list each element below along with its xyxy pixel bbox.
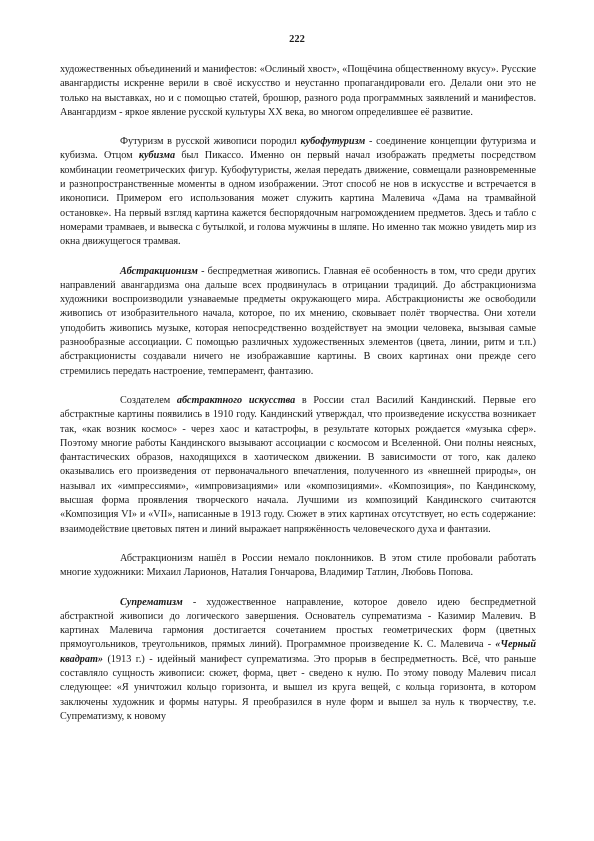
paragraph-abstractionism [60,265,536,379]
term-highlight: абстрактного искусства [176,394,296,406]
term-highlight: кубизма [138,150,176,162]
text-run: был Пикассо. Именно он первый начал изображать предметы посредством комбинации геометрических фигур. Кубофутуристы, желая передать движение, совмещали разновременные и разнопространственные моменты в одном изображении. Этот способ не нов в искусстве и встречается в иконописи. Примером его использования может служить картина Малевича «Дама на трамвайной остановке». На первый взгляд картина кажется беспорядочным нагромождением предметов. Здесь и табло с номерами трамваев, и вывеска с бутылкой, и голова мужчины в шляпе. Но именно так можно увидеть мир из окна движущегося трамвая. [60,150,536,248]
text-run: - художественное направление, которое довело идею беспредметной абстрактной живописи до логического завершения. Основатель супрематизма - Казимир Малевич. В картинах Малевича гармония достигается сочетанием простых геометрических форм (цветных прямоугольников, треугольников, прямых линий). Программное произведение К. С. Малевича - [60,596,536,651]
paragraph-avant-garde [60,63,536,120]
text-run: Создателем [120,394,177,406]
page-number: 222 [289,34,305,45]
term-highlight: «Черный квадрат» [60,639,536,665]
text-run: Футуризм в русской живописи породил [120,136,301,148]
text-run: - беспредметная живопись. Главная её особенность в том, что среди других направлений авангардизма она дальше всех продвинулась в отрицании традиций. До абстракционизма художники воспроизводили узнаваемые предметы окружающего мира. Абстракционисты же освободили живопись от изобразительного начала, которое, по их мнению, сковывает полёт творчества. Они хотели уподобить живопись музыке, которая непосредственно воздействует на эмоции человека, вызывая самые разнообразные ассоциации. С помощью различных художественных элементов (цвета, линии, ритм и т.п.) абстракционисты создавали ничего не изображавшие картины. В своих картинах они прежде сего стремились передать настроение, темперамент, фантазию. [60,265,536,377]
paragraph-cubofuturism [60,135,536,249]
text-run: в России стал Василий Кандинский. Первые его абстрактные картины появились в 1910 году. Кандинский утверждал, что произведение искусства возникает так, «как возник космос» - через хаос и катастрофы, в результате которых рождается «музыка сфер». Поэтому многие работы Кандинского вызывают ассоциации с космосом и Вселенной. Они полны неясных, фантастических образов, находящихся в хаотическом движении. В зависимости от того, как далеко оказывались его произведения от первоначального впечатления, полученного из «внешней природы», он называл их «импрессиями», «импровизациями» или «композициями». «Композиция», по Кандинскому, высшая форма проявления творческого начала. Лучшими из композиций Кандинского считаются «Композиция VI» и «VII», написанные в 1913 году. Сюжет в этих картинах отсутствует, но есть содержание: взаимодействие цветовых пятен и линий выражает напряжённость человеческого духа и фантазии. [60,394,536,535]
paragraph-suprematism [60,596,536,725]
text-run: художественных объединений и манифестов: «Ослиный хвост», «Пощёчина общественному вкусу». Русские авангардисты искренне верили в своё искусство и неустанно пропагандировали его. Делали они это не только на выставках, но и с помощью статей, брошюр, разного рода программных заявлений и манифестов. Авангардизм - яркое явление русской культуры XX века, во многом определившее её развитие. [60,64,536,118]
text-run: (1913 г.) - идейный манифест супрематизма. Это прорыв в беспредметность. Всё, что раньше составляло сущность живописи: сюжет, форма, цвет - сведено к нулю. По этому поводу Малевич писал следующее: «Я уничтожил кольцо горизонта, и вышел из круга вещей, с кольца горизонта, в котором заключены художник и формы натуры. Я преобразился в нуле форм и вышел за нуль к творчеству, т.е. Супрематизму, к новому [60,653,536,722]
paragraph-abstractionism-followers [60,552,536,581]
text-body [60,63,536,739]
text-run: - соединение концепции футуризма и кубизма. Отцом [60,136,536,162]
term-highlight: кубофутуризм [300,136,366,148]
text-run: Абстракционизм нашёл в России немало поклонников. В этом стиле пробовали работать многие художники: Михаил Ларионов, Наталия Гончарова, Владимир Татлин, Любовь Попова. [60,552,536,579]
paragraph-kandinsky [60,394,536,537]
term-highlight: Супрематизм [120,596,183,608]
term-highlight: Абстракционизм [120,265,198,277]
